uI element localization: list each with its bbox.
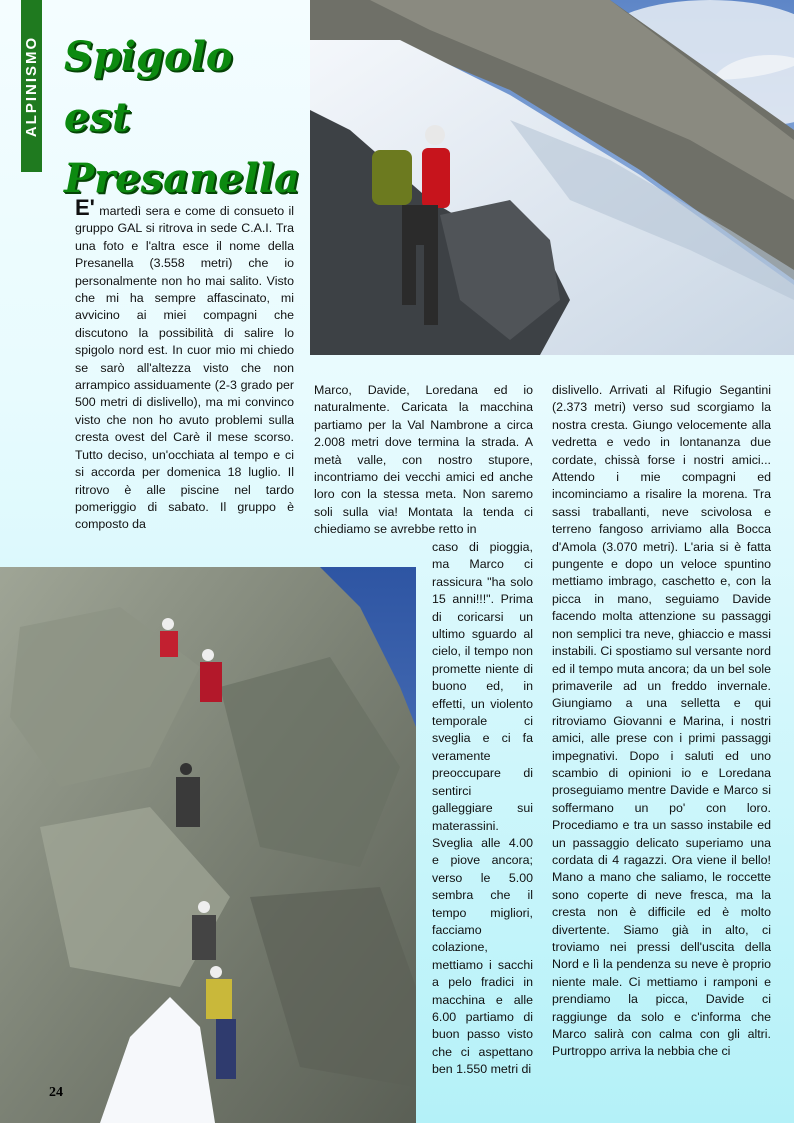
photo-glacier-climber: [310, 0, 794, 355]
drop-cap: E': [75, 195, 95, 220]
title-line-1: Spigolo est: [64, 33, 233, 141]
article-column-1: [75, 195, 294, 534]
column-1-text: martedì sera e come di consueto il gruppo GAL si ritrova in sede C.A.I. Tra una foto e l'altra esce il nome della Presanella (3.558 metri) che io personalmente non ho mai salito. Visto che mi ha sempre affascinato, mi avvicino ai miei compagni che discutono la possibilità di salire lo spigolo nord est. In cuor mio mi chiedo se sarò all'altezza visto che non arrampico assiduamente (2-3 grado per 500 metri di dislivello), ma mi convinco visto che non ho avuto problemi sulla cresta ovest del Carè il mese scorso. Tutto deciso, un'occhiata al tempo e ci si accorda per domenica 18 luglio. Il ritrovo è alle piscine nel tardo pomeriggio di sabato. Il gruppo è composto da: [75, 204, 294, 532]
photo-rock-ridge-climbers: [0, 567, 416, 1123]
title-line-2: Presanella: [64, 155, 300, 202]
article-column-2: Marco, Davide, Loredana ed io naturalmente. Caricata la macchina partiamo per la Val Nambrone a circa 2.008 metri dove termina la strada. A metà valle, con nostro stupore, incontriamo dei vecchi amici ed anche loro con la stessa meta. Non saremo soli sulla via! Montata la tenda ci chiediamo se avrebbe retto in: [314, 383, 533, 537]
page-number: 24: [49, 1085, 63, 1100]
article-column-4: dislivello. Arrivati al Rifugio Segantini (2.373 metri) verso sud scorgiamo la nostra cresta. Giungo velocemente alla vedretta e vedo in lontananza due cordate, chissà forse i nostri amici... Attendo i mie compagni ed incominciamo a risalire la morena. Tra sassi traballanti, neve scivolosa e terreno fangoso arriviamo alla Bocca d'Amola (3.070 metri). L'aria si è fatta pungente e dopo un veloce spuntino mettiamo imbrago, caschetto e, con la picca in mano, seguiamo Davide facendo molta attenzione su passaggi non semplici tra neve, ghiaccio e massi instabili. Ci spostiamo sul versante nord ed il tempo muta ancora; da un bel sole primaverile ad un freddo invernale. Giungiamo a una selletta e qui ritroviamo Giovanni e Marina, i nostri amici, alle prese con i primi passaggi impegnativi. Dopo i saluti ed uno scambio di opinioni io e Loredana proseguiamo mentre Davide e Marco si soffermano un po' con loro. Procediamo e tra un sasso instabile ed un passaggio delicato superiamo una cordata di 4 ragazzi. Ora viene il bello! Mano a mano che saliamo, le roccette sono coperte di neve fresca, ma la cresta non è difficile ed è molto divertente. Siamo già in alto, ci troviamo nei pressi dell'uscita della Nord e lì la pendenza su neve è proprio niente male. Ci mettiamo i ramponi e prendiamo la picca, Davide ci raggiunge da solo e c'informa che Marco salirà con calma con gli altri. Purtroppo arriva la nebbia che ci: [552, 383, 771, 1059]
article-column-3: caso di pioggia, ma Marco ci rassicura "ha solo 15 anni!!!". Prima di coricarsi un ultimo sguardo al cielo, il tempo non promette niente di buono ed, in effetti, un violento temporale ci sveglia e ci fa veramente preoccupare di sentirci galleggiare sui materassini. Sveglia alle 4.00 e piove ancora; verso le 5.00 sembra che il tempo migliori, facciamo colazione, mettiamo i sacchi a pelo fradici in macchina e alle 6.00 partiamo di buon passo visto che ci aspettano ben 1.550 metri di: [432, 540, 533, 1077]
section-label-tab: [21, 0, 42, 172]
article-title: [64, 26, 304, 209]
section-label: ALPINISMO: [23, 35, 40, 137]
